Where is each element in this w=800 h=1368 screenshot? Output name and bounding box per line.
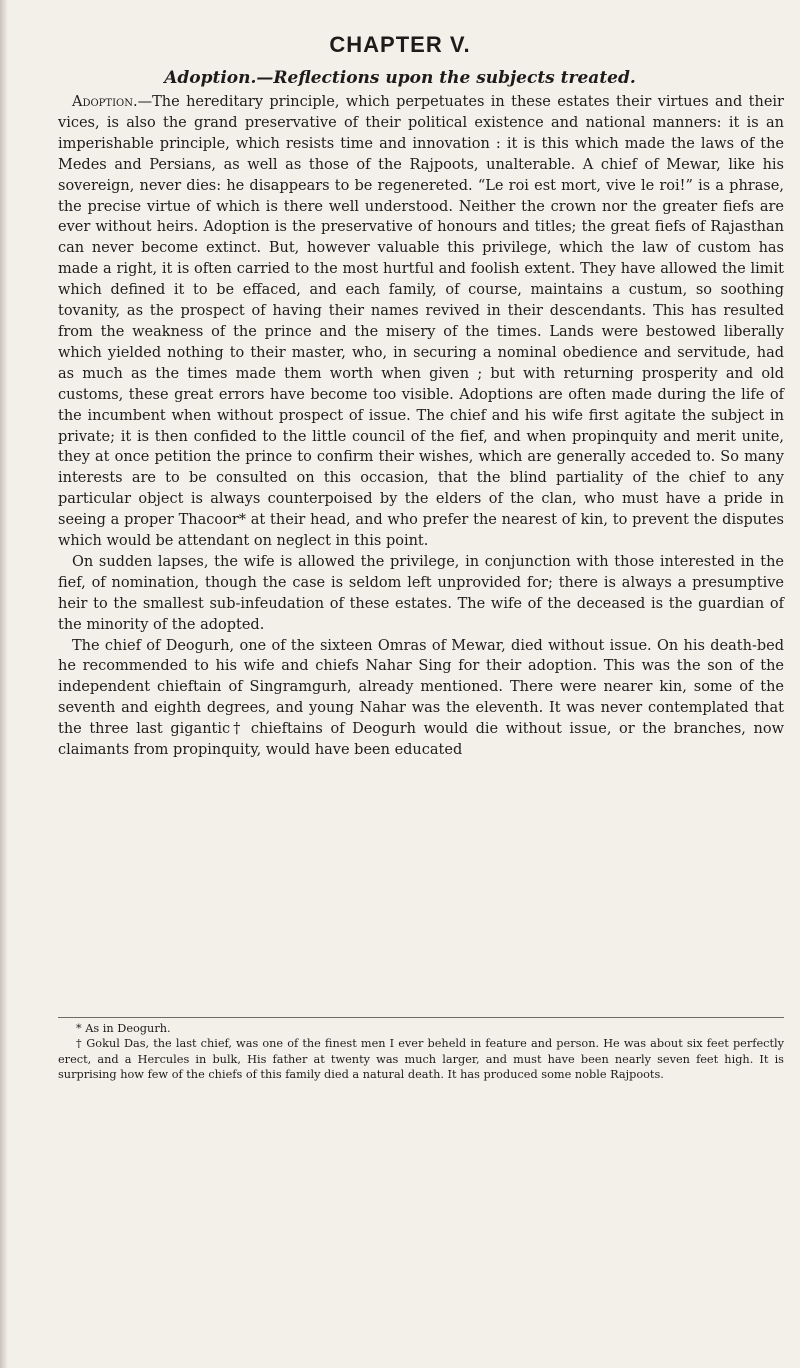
body-text — [58, 92, 784, 761]
paragraph-adoption — [58, 92, 784, 552]
paragraph-deogurh: The chief of Deogurh, one of the sixteen Omras of Mewar, died without issue. On his death-bed he recommended to his wife and chiefs Nahar Sing for their adoption. This was the son of the independent chieftain of Singramgurh, already mentioned. There were nearer kin, some of the seventh and eighth degrees, and young Nahar was the eleventh. It was never contemplated that the three last gigantic† chieftains of Deogurh would die without issue, or the branches, now claimants from propinquity, would have been educated — [58, 637, 784, 759]
footnotes — [58, 1021, 784, 1083]
paragraph-text: —The hereditary principle, which perpetuates in these estates their virtues and their vices, is also the grand preservative of their political existence and national manners: it is an imperishable principle, which resists time and innovation : it is this which made the laws of the Medes and Persians, as well as those of the Rajpoots, unalterable. A chief of Mewar, like his sovereign, never dies: he disappears to be regenereted. “Le roi est mort, vive le roi!” is a phrase, the precise virtue of which is there well understood. Neither the crown nor the greater fiefs are ever without heirs. Adoption is the preservative of honours and titles; the great fiefs of Rajasthan can never become extinct. But, however valuable this privilege, which the law of custom has made a right, it is often carried to the most hurtful and foolish extent. They have allowed the limit which defined it to be effaced, and each family, of course, maintains a custum, so soothing tovanity, as the prospect of having their names revived in their descendants. This has resulted from the weakness of the prince and the misery of the times. Lands were bestowed liberally which yielded nothing to their master, who, in securing a nominal obedience and servitude, had as much as the times made them worth when given ; but with returning prosperity and old customs, these great errors have become too visible. Adoptions are often made during the life of the incumbent when without prospect of issue. The chief and his wife first agitate the subject in private; it is then confided to the little council of the fief, and when propinquity and merit unite, they at once petition the prince to confirm their wishes, which are generally acceded to. So many interests are to be consulted on this occasion, that the blind partiality of the chief to any particular object is always counterpoised by the elders of the clan, who must have a pride in seeing a proper Thacoor* at their head, and who prefer the nearest of kin, to prevent the disputes which would be attendant on neglect in this point. — [58, 94, 784, 550]
chapter-subtitle: Adoption.—Reflections upon the subjects treated. — [164, 68, 636, 88]
paragraph-lead: Adoption. — [72, 94, 138, 110]
footnote-1: * As in Deogurh. — [76, 1022, 171, 1035]
paragraph-sudden-lapses: On sudden lapses, the wife is allowed the privilege, in conjunction with those interested in the fief, of nomination, though the case is seldom left unprovided for; there is always a presumptive heir to the smallest sub-infeudation of these estates. The wife of the deceased is the guardian of the minority of the adopted. — [58, 553, 784, 633]
chapter-title: CHAPTER V. — [329, 32, 471, 57]
footnote-rule — [58, 1017, 784, 1018]
footnote-2: † Gokul Das, the last chief, was one of the finest men I ever beheld in feature and person. He was about six feet perfectly erect, and a Hercules in bulk, His father at twenty was much larger, and must have been nearly seven feet high. It is surprising how few of the chiefs of this family died a natural death. It has produced some noble Rajpoots. — [58, 1037, 784, 1082]
page-edge-shadow — [0, 0, 8, 1368]
